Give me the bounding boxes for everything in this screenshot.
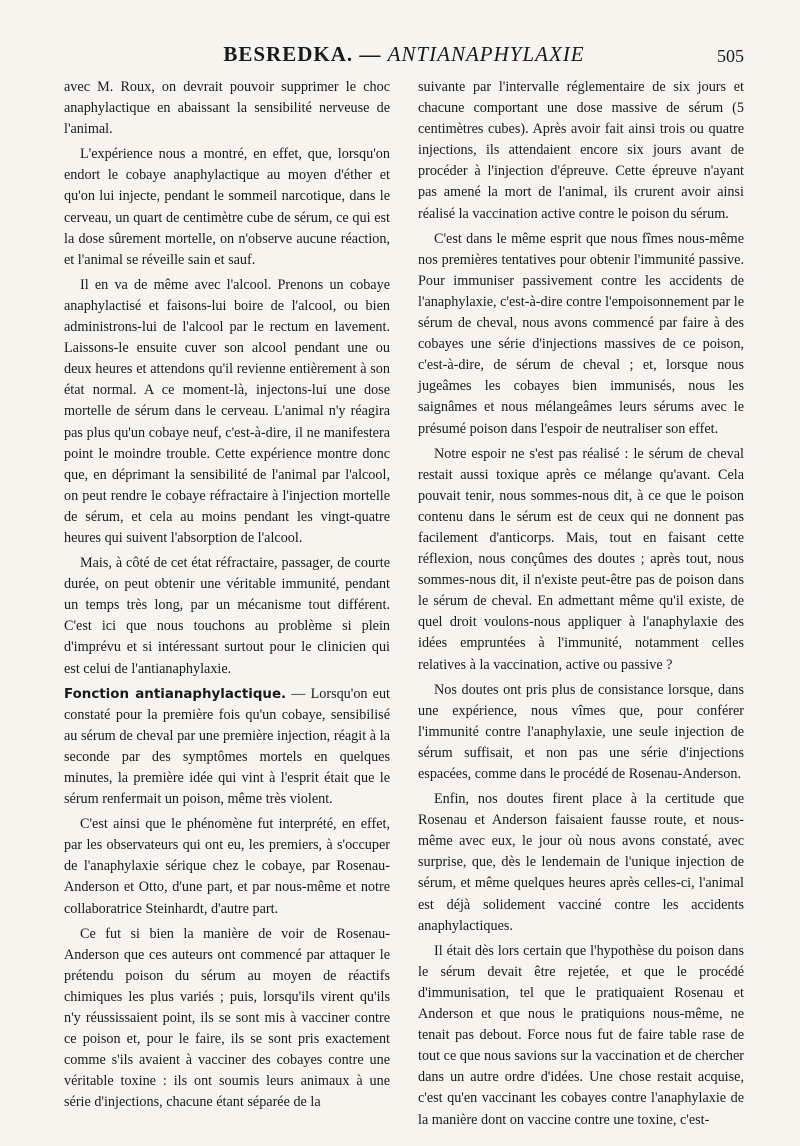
paragraph: C'est dans le même esprit que nous fîmes nous-même nos premières tentatives pour obtenir l'immunité passive. Pour immuniser passivement contre les accidents de l'anaphylaxie, c'est-à-dire contre l'empoisonnement par le sérum de cheval, nous avons commencé par faire à des cobayes une série d'injections massives de ce poison, c'est-à-dire, de sérum de cheval ; et, lorsque nous jugeâmes les cobayes bien immunisés, nous les saignâmes et nous mélangeâmes leurs sérums avec le présumé poison dans l'espoir de neutraliser son effet.: [418, 230, 744, 437]
section-text: — Lorsqu'on eut constaté pour la première fois qu'un cobaye, sensibilisé au sérum de cheval par une première injection, réagit à la seconde par des symptômes mortels en quelques minutes, la première idée qui vint à l'esprit était que le sérum renfermait un poison, même très violent.: [64, 685, 390, 808]
paragraph: Ce fut si bien la manière de voir de Rosenau-Anderson que ces auteurs ont commencé par attaquer le prétendu poison du sérum au moyen de réactifs chimiques les plus variés ; puis, lorsqu'ils virent qu'ils n'y réussissaient point, ils se sont mis à vacciner contre ce poison et, pour le faire, ils se sont pris exactement comme s'ils avaient à vacciner des cobayes contre une véritable toxine : ils ont soumis leurs animaux à une série d'injections, chacune étant séparée de la: [64, 925, 390, 1111]
running-head: [64, 42, 744, 67]
paragraph: Notre espoir ne s'est pas réalisé : le sérum de cheval restait aussi toxique après ce mélange qu'avant. Cela pouvait tenir, nous sommes-nous dit, à ce que le poison contenu dans le sérum est de ceux qui ne donnent pas facilement d'anticorps. Mais, tout en faisant cette réflexion, nous conçûmes des doutes ; après tout, nous sommes-nous dit, il n'existe peut-être pas de poison dans le sérum de cheval. En admettant même qu'il existe, de quel droit voulons-nous appliquer à l'anaphylaxie des idées empruntées à l'immunité, notamment celles relatives à la vaccination, active ou passive ?: [418, 445, 744, 673]
running-head-title: ANTIANAPHYLAXIE: [387, 42, 585, 66]
paragraph: Il était dès lors certain que l'hypothèse du poison dans le sérum devait être rejetée, et que le procédé d'immunisation, tel que le pratiquaient Rosenau et Anderson et que nous le pratiquions nous-même, ne tenait pas debout. Force nous fut de faire table rase de tout ce que nous savions sur la vaccination et de chercher dans un autre ordre d'idées. Une chose restait acquise, c'est qu'en vaccinant les cobayes contre l'anaphylaxie de la manière dont on vaccine contre une toxine, c'est-: [418, 942, 744, 1128]
page-header: [64, 40, 744, 70]
paragraph: C'est ainsi que le phénomène fut interprété, en effet, par les observateurs qui ont eu, les premiers, à s'occuper de l'anaphylaxie sérique chez le cobaye, par Rosenau-Anderson et Otto, d'une part, et par nous-même et notre collaboratrice Steinhardt, d'autre part.: [64, 816, 390, 917]
running-head-author: BESREDKA. —: [223, 42, 382, 66]
section-title: Fonction antianaphylactique.: [64, 686, 287, 702]
right-column: [418, 77, 744, 1137]
text-columns: [64, 77, 744, 1137]
paragraph: L'expérience nous a montré, en effet, que, lorsqu'on endort le cobaye anaphylactique au moyen d'éther et qu'on lui injecte, pendant le sommeil narcotique, dans le cerveau, un quart de centimètre cube de sérum, ce qui est la dose sûrement mortelle, on n'observe aucune réaction, et l'animal se réveille sain et sauf.: [64, 146, 390, 268]
left-column: [64, 77, 390, 1137]
paragraph: suivante par l'intervalle réglementaire de six jours et chacune comportant une dose massive de sérum (5 centimètres cubes). Après avoir fait ainsi trois ou quatre injections, ils attendaient encore six jours avant de procéder à l'injection d'épreuve. Cette épreuve n'ayant pas amené la mort de l'animal, ils crurent avoir ainsi réalisé la vaccination active contre le poison du sérum.: [418, 79, 744, 222]
paragraph: Mais, à côté de cet état réfractaire, passager, de courte durée, on peut obtenir une véritable immunité, pendant un temps très long, par un mécanisme tout différent. C'est ici que nous touchons au problème si plein d'imprévu et si intéressant surtout pour le clinicien qui est celui de l'antianaphylaxie.: [64, 555, 390, 677]
paragraph: Enfin, nos doutes firent place à la certitude que Rosenau et Anderson faisaient fausse route, et nous-même avec eux, le jour où nous avons constaté, avec surprise, que, dès le lendemain de l'unique injection de sérum, et même quelques heures après celles-ci, l'animal est déjà solidement vacciné contre les accidents anaphylactiques.: [418, 791, 744, 934]
page-number: 505: [717, 46, 744, 66]
paragraph: avec M. Roux, on devrait pouvoir supprimer le choc anaphylactique en abaissant la sensibilité nerveuse de l'animal.: [64, 79, 390, 138]
paragraph: Nos doutes ont pris plus de consistance lorsque, dans une expérience, nous vîmes que, pour conférer l'immunité contre l'anaphylaxie, une seule injection de sérum suffisait, et non pas une série d'injections espacées, comme dans le procédé de Rosenau-Anderson.: [418, 681, 744, 782]
paragraph: Il en va de même avec l'alcool. Prenons un cobaye anaphylactisé et faisons-lui boire de l'alcool, ou bien administrons-lui de l'alcool par le rectum en lavement. Laissons-le ensuite cuver son alcool pendant une ou deux heures et attendons qu'il revienne entièrement à son état normal. A ce moment-là, injectons-lui une dose mortelle de sérum dans le cerveau. L'animal n'y réagira pas plus qu'un cobaye neuf, c'est-à-dire, il ne manifestera point le moindre trouble. Cette expérience montre donc que, en déprimant la sensibilité de l'animal par l'alcool, on peut rendre le cobaye réfractaire à l'injection mortelle de sérum, et cela au moins pendant les vingt-quatre heures qui suivent l'absorption de l'alcool.: [64, 276, 390, 546]
section-paragraph: [64, 684, 390, 811]
